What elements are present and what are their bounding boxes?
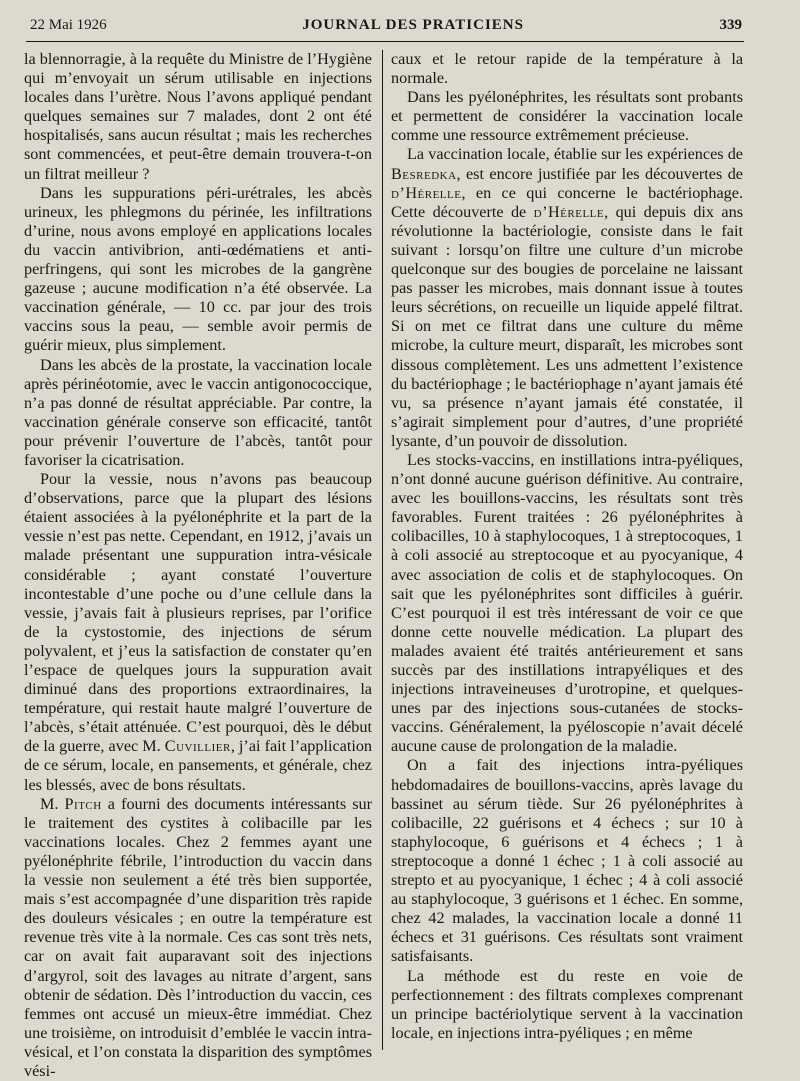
- header-rule: [26, 41, 744, 42]
- paragraph-methode: La méthode est du reste en voie de perfectionnement : des filtrats complexes comprenant un principe bactériolytique servent à la vaccination locale, en injections intra-pyéliques ; en même: [391, 966, 743, 1042]
- author-name-herelle: d’Hérelle: [533, 202, 605, 221]
- paragraph-stocks-vaccins: Les stocks-vaccins, en instillations intra-pyéliques, n’ont donné aucune guérison définitive. Au contraire, avec les bouillons-vaccins, les résultats sont très favorables. Furent traitées : 26 pyélonéphrites à colibacilles, 10 à staphylocoques, 1 à streptocoques, 1 à coli associé au streptocoque et au pyocyanique, 4 avec association de colis et de staphylocoques. On sait que les pyélonéphrites sont difficiles à guérir. C’est pourquoi il est très intéressant de voir ce que donne cette nouvelle médication. La plupart des malades avaient été traités antérieurement et sans succès par des instillations intrapyéliques et des injections intraveineuses d’urotropine, et quelques-unes par des injections sous-cutanées de stocks-vaccins. Généralement, la pyéloscopie n’avait décelé aucune cause de prolongation de la maladie.: [391, 450, 743, 756]
- header-date: 22 Mai 1926: [30, 17, 107, 33]
- text-run: Pour la vessie, nous n’avons pas beaucoup d’observations, parce que la plupart des lésions étaient associées à la pyélonéphrite et la part de la vessie n’est pas nette. Cependant, en 1912, j’avais un malade présentant une suppuration intra-vésicale considérable ; ayant constaté l’ouverture incontestable d’une poche ou d’une cellule dans la vessie, j’avais fait à plusieurs reprises, par l’orifice de la cystostomie, des injections de sérum polyvalent, et j’eus la satisfaction de constater qu’en l’espace de quelques jours la suppuration avait diminué dans des proportions extraordinaires, la température, qui restait haute malgré l’ouverture de l’abcès, s’était atténuée. C’est pourquoi, dès le début de la guerre, avec M.: [24, 470, 372, 756]
- paragraph-blennorragie: la blennorragie, à la requête du Ministre de l’Hygiène qui m’envoyait un sérum utilisable en injections locales dans l’urètre. Nous l’avons appliqué pendant quelques semaines sur 7 malades, dont 2 ont été hospitalisés, sans aucun résultat ; mais les recherches sont commencées, et peut-être demain trouvera-t-on un filtrat meilleur ?: [24, 50, 372, 183]
- author-name-besredka: Besredka: [391, 164, 457, 183]
- text-run: La vaccination locale, établie sur les expériences de: [407, 145, 743, 164]
- text-run: , en ce qui concerne le bactériophage. Cette découverte de: [391, 183, 743, 221]
- text-run: M.: [40, 794, 59, 813]
- paragraph-vessie: [24, 470, 372, 795]
- paragraph-injections: On a fait des injections intra-pyéliques hebdomadaires de bouillons-vaccins, après lavage du bassinet au sérum tiède. Sur 26 pyélonéphrites à colibacille, 22 guérisons et 4 échecs ; sur 10 à staphylocoque, 6 guérisons et 4 échecs ; 1 à streptocoque a donné 1 échec ; 1 à coli associé au strepto et au pyocyanique, 1 échec ; 4 à coli associé au staphylocoque, 3 guérisons et 1 échec. En somme, chez 42 malades, la vaccination locale a donné 11 échecs et 31 guérisons. Ces résultats sont vraiment satisfaisants.: [391, 756, 743, 966]
- running-header: [30, 17, 742, 39]
- paragraph-continuation: caux et le retour rapide de la température à la normale.: [391, 50, 743, 88]
- left-column: [24, 50, 373, 1080]
- text-run: , est encore justifiée par les découvertes de: [456, 164, 743, 183]
- text-run: , qui depuis dix ans révolutionne la bactériologie, consiste dans le fait suivant : lorsqu’on filtre une culture d’un microbe quelconque sur des bougies de porcelaine ne laissant pas passer les microbes, mais donnant issue à toutes leurs sécrétions, on recueille un liquide appelé filtrat. Si on met ce filtrat dans une culture du même microbe, la culture meurt, disparaît, les microbes sont dissous complètement. Les uns admettent l’existence du bactériophage ; le bactériophage n’ayant jamais été vu, sa présence n’ayant jamais été constatée, il s’agirait simplement pour d’autres, d’une propriété lysante, d’un pouvoir de dissolution.: [391, 202, 743, 450]
- paragraph-pitch: [24, 795, 372, 1081]
- paragraph-suppurations: Dans les suppurations péri-urétrales, les abcès urineux, les phlegmons du périnée, les infiltrations d’urine, nous avons employé en applications locales du vaccin antivibrion, anti-œdématiens et anti-perfringens, qui sont les microbes de la gangrène gazeuse ; aucune modification n’a été observée. La vaccination générale, — 10 cc. par jour des trois vaccins sous la peau, — semble avoir permis de guérir mieux, plus simplement.: [24, 183, 372, 355]
- paragraph-bacteriophage: [391, 145, 743, 451]
- paragraph-pyelonephrites: Dans les pyélonéphrites, les résultats sont probants et permettent de considérer la vaccination locale comme une ressource extrêmement précieuse.: [391, 88, 743, 145]
- author-name-pitch: Pitch: [64, 794, 102, 813]
- page-number: 339: [719, 17, 742, 33]
- journal-title: JOURNAL DES PRATICIENS: [302, 17, 524, 33]
- author-name-herelle: d’Hérelle: [391, 183, 462, 202]
- paragraph-prostate: Dans les abcès de la prostate, la vaccination locale après périnéotomie, avec le vaccin antigonococcique, n’a pas donné de résultat appréciable. Par contre, la vaccination générale conserve son efficacité, tantôt pour prévenir l’ouverture de l’abcès, tantôt pour favoriser la cicatrisation.: [24, 355, 372, 469]
- right-column: [391, 50, 743, 1045]
- column-divider: [382, 50, 383, 1050]
- author-name-cuvillier: Cuvillier: [164, 737, 231, 756]
- text-run: a fourni des documents intéressants sur le traitement des cystites à colibacille par les vaccinations locales. Chez 2 femmes ayant une pyélonéphrite fébrile, l’introduction du vaccin dans la vessie non seulement a été très bien supportée, mais s’est accompagnée d’une disparition très rapide des douleurs vésicales ; en outre la température est revenue très vite à la normale. Ces cas sont très nets, car on avait fait auparavant soit des injections d’argyrol, soit des lavages au nitrate d’argent, sans obtenir de sédation. Dès l’introduction du vaccin, ces femmes ont accusé un mieux-être immédiat. Chez une troisième, on introduisit d’emblée le vaccin intra-vésical, et l’on constata la disparition des symptômes vési-: [24, 794, 373, 1080]
- text-run: , j’ai fait l’application de ce sérum, locale, en pansements, et générale, chez les blessés, avec de bons résultats.: [24, 737, 373, 794]
